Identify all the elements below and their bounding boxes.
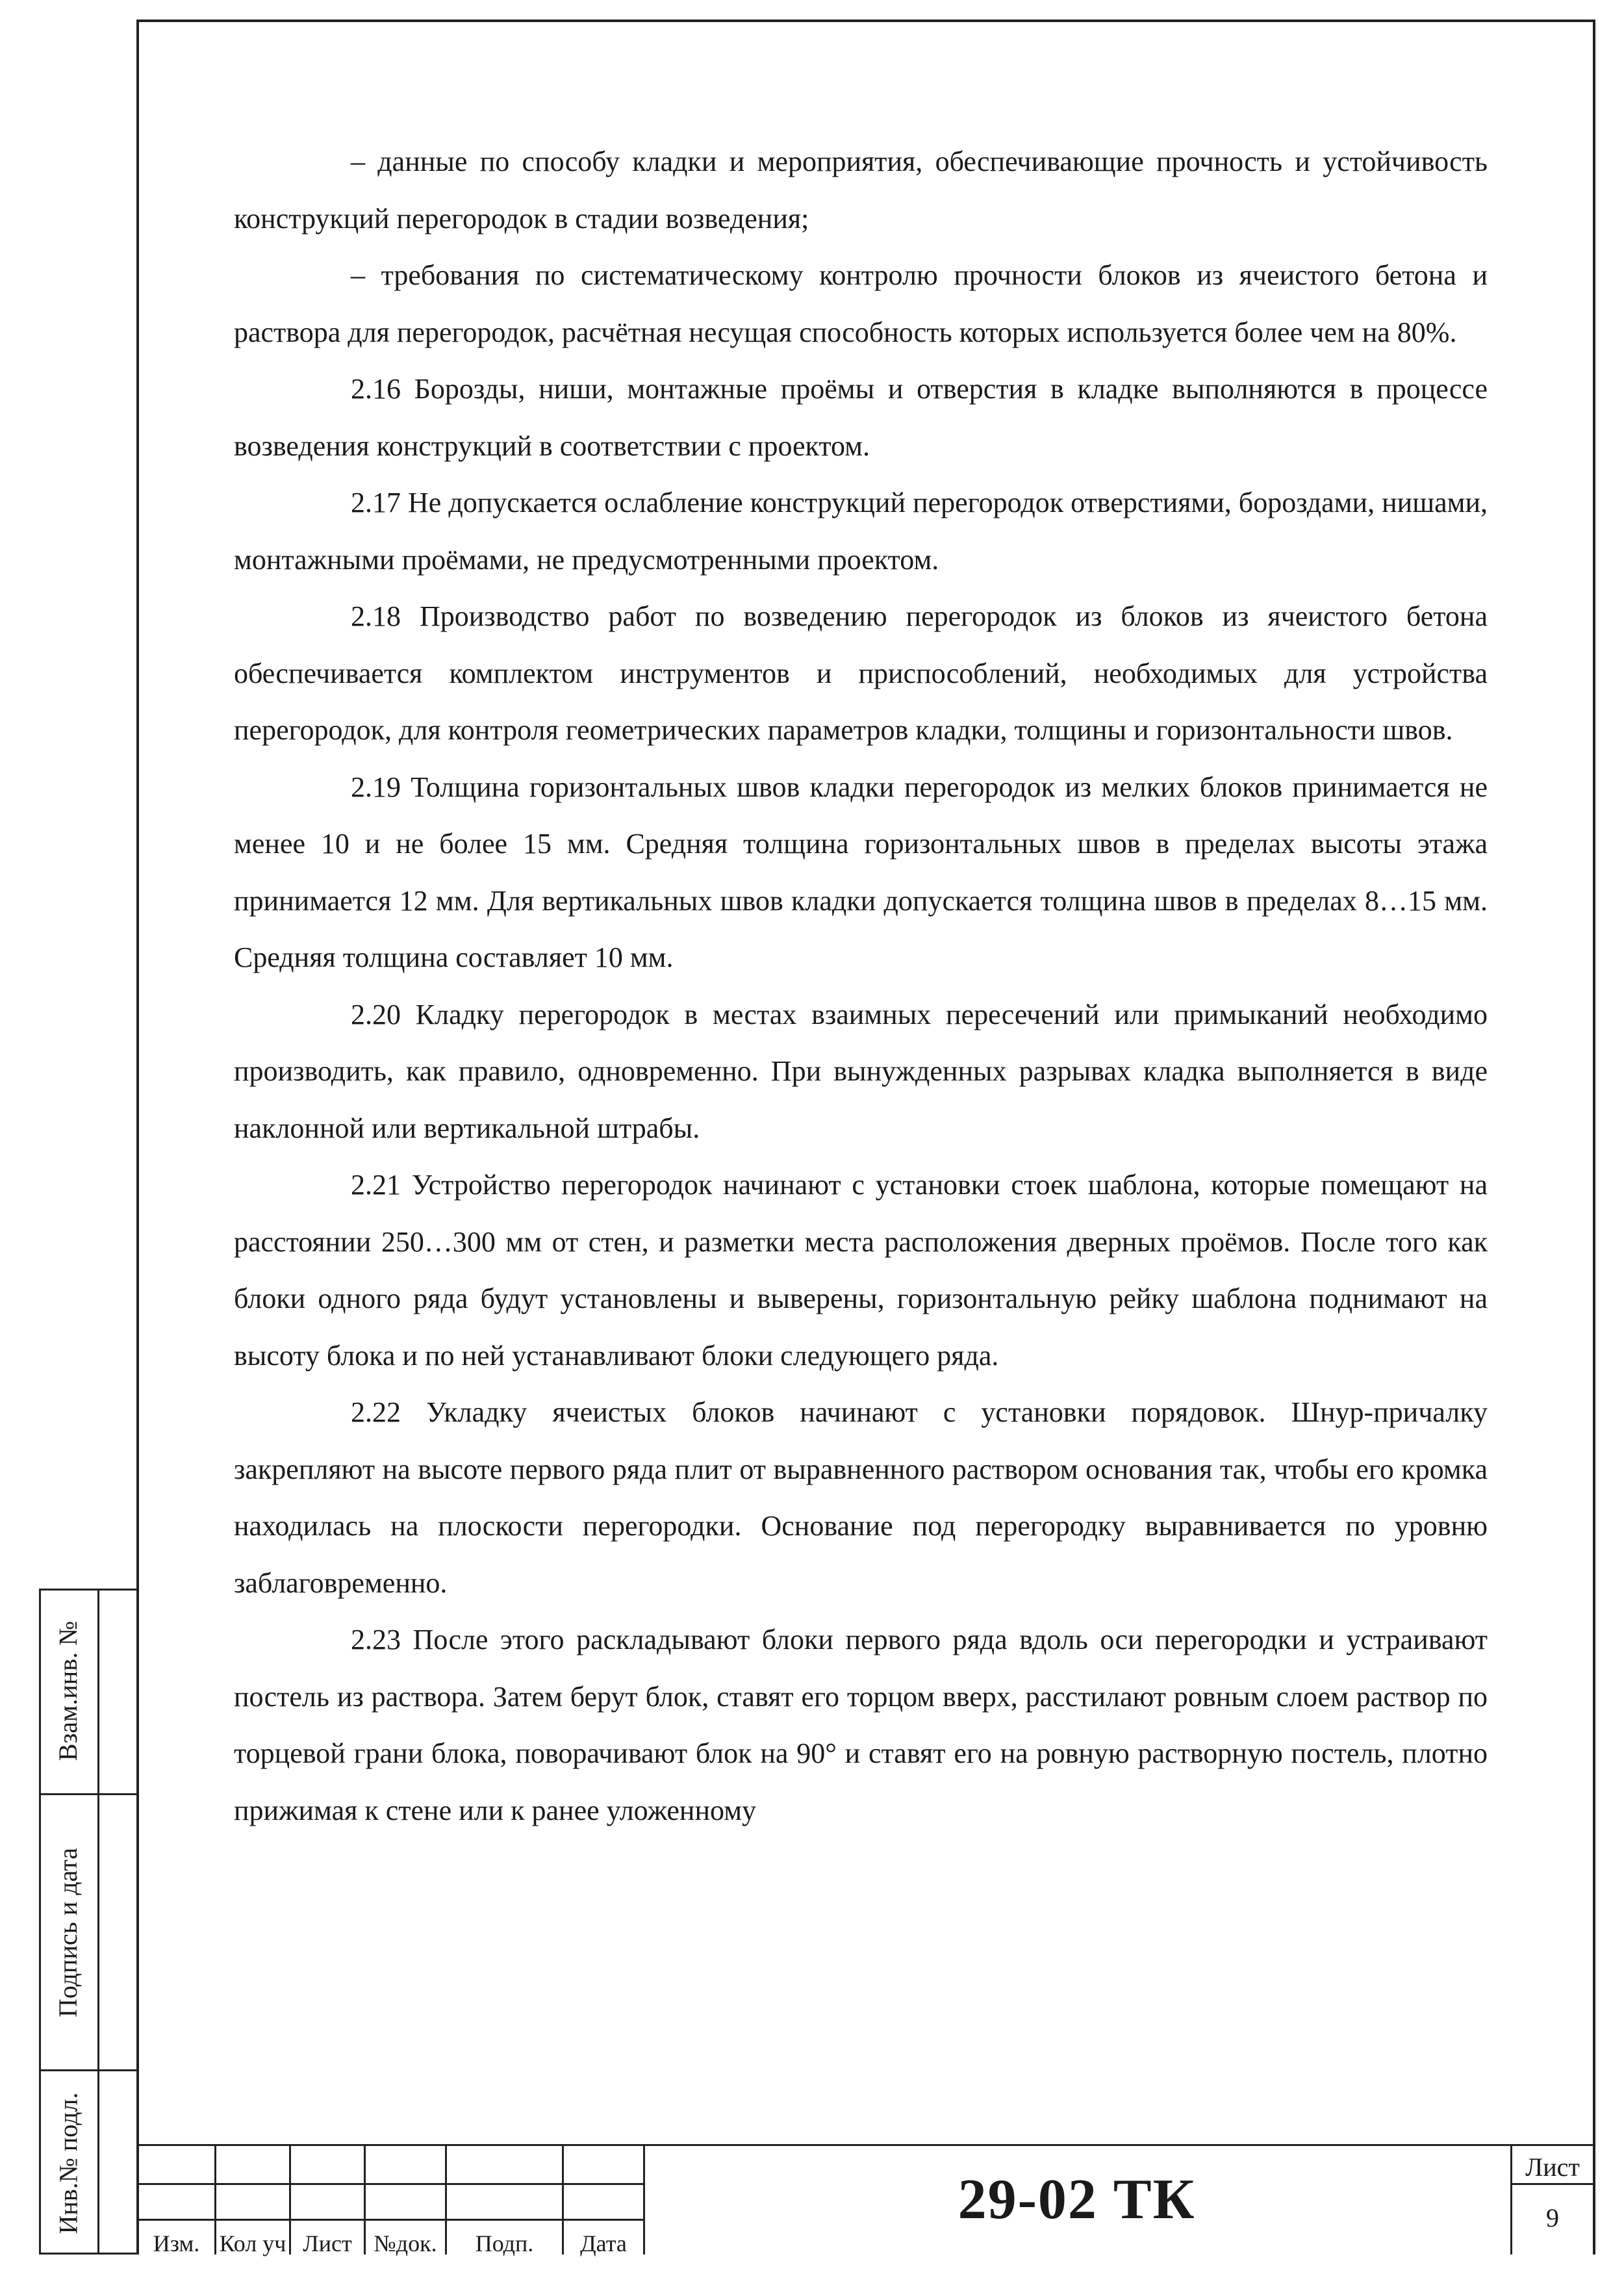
title-block-rule [136,2219,643,2221]
sheet-number: 9 [1546,2203,1559,2232]
paragraph: 2.20 Кладку перегородок в местах взаимных пересечений или примыканий необходимо производить, как правило, одновременно. При вынужденных разрывах кладка выполняется в виде наклонной или вертикальной штрабы. [234,998,1488,1144]
side-stamp-original-inv [39,2071,97,2255]
frame-top-border [136,19,1595,22]
paragraph: – данные по способу кладки и мероприятия, обеспечивающие прочность и устойчивость конструкций перегородок в стадии возведения; [234,146,1488,235]
title-block-col-sheet: Лист [303,2230,352,2256]
side-stamp-label: Инв.№ подл. [53,2092,83,2234]
document-code: 29-02 ТК [958,2167,1196,2231]
frame-right-border [1593,19,1595,2255]
document-body [234,133,1488,1839]
side-stamp-label: Подпись и дата [53,1847,83,2017]
paragraph: 2.17 Не допускается ослабление конструкций перегородок отверстиями, бороздами, нишами, монтажными проёмами, не предусмотренными проектом. [234,487,1488,576]
title-block-col-signature: Подп. [475,2230,534,2256]
paragraph: 2.22 Укладку ячеистых блоков начинают с установки порядовок. Шнур-причалку закрепляют на высоте первого ряда плит от выравненного раствором основания так, чтобы его кромка находилась на плоскости перегородки. Основание под перегородку выравнивается по уровню заблаговременно. [234,1396,1488,1599]
paragraph: 2.21 Устройство перегородок начинают с установки стоек шаблона, которые помещают на расстоянии 250…300 мм от стен, и разметки места расположения дверных проёмов. После того как блоки одного ряда будут установлены и выверены, горизонтальную рейку шаблона поднимают на высоту блока и по ней устанавливают блоки следующего ряда. [234,1169,1488,1372]
title-block-col-date: Дата [580,2230,627,2256]
title-block-col-doc-no: №док. [374,2230,437,2256]
paragraph: 2.23 После этого раскладывают блоки первого ряда вдоль оси перегородки и устраивают постель из раствора. Затем берут блок, ставят его торцом вверх, расстилают ровным слоем раствор по торцевой грани блока, поворачивают блок на 90° и ставят его на ровную растворную постель, плотно прижимая к стене или к ранее уложенному [234,1624,1488,1826]
side-stamp-signature-date [39,1795,97,2069]
sheet-label: Лист [1525,2153,1580,2182]
side-stamp-label: Взам.инв. № [53,1620,83,1761]
frame-left-border [136,19,139,2255]
paragraph: – требования по систематическому контролю прочности блоков из ячеистого бетона и раствора для перегородок, расчётная несущая способность которых используется более чем на 80%. [234,259,1488,348]
side-stamp-replacement-inv [39,1589,97,1793]
side-stamp-divider [97,1589,99,2255]
paragraph: 2.16 Борозды, ниши, монтажные проёмы и отверстия в кладке выполняются в процессе возведения конструкций в соответствии с проектом. [234,373,1488,462]
sheet-box-rule [1510,2183,1595,2185]
paragraph: 2.18 Производство работ по возведению перегородок из блоков из ячеистого бетона обеспечивается комплектом инструментов и приспособлений, необходимых для устройства перегородок, для контроля геометрических параметров кладки, толщины и горизонтальности швов. [234,600,1488,746]
title-block-col-count: Кол уч [219,2230,286,2256]
title-block-rule [136,2183,643,2185]
paragraph: 2.19 Толщина горизонтальных швов кладки перегородок из мелких блоков принимается не менее 10 и не более 15 мм. Средняя толщина горизонтальных швов в пределах высоты этажа принимается 12 мм. Для вертикальных швов кладки допускается толщина швов в пределах 8…15 мм. Средняя толщина составляет 10 мм. [234,771,1488,973]
title-block-col-change: Изм. [153,2230,200,2256]
